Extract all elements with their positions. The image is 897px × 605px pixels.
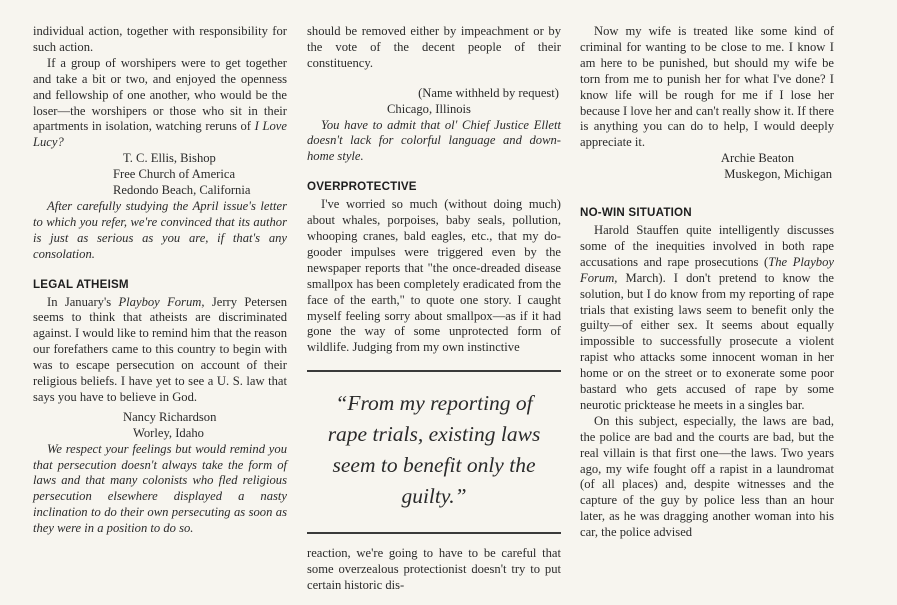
pull-quote-box — [307, 370, 561, 534]
paragraph: I've worried so much (without doing much) about whales, porpoises, baby seals, pollution, whooping cranes, bald eagles, etc., that my do-gooder impulses were triggered even by the newspaper reports that "the once-dreaded disease smallpox has been completely eradicated from the face of the earth," to quote one story. I caught myself feeling sorry about smallpox—as if it had gone the way of some unprotected form of wildlife. Judging from my own instinctive — [307, 197, 561, 355]
editor-reply: You have to admit that ol' Chief Justice Ellett doesn't lack for colorful language and down-home style. — [307, 117, 561, 164]
paragraph: individual action, together with responsibility for such action. — [33, 24, 287, 54]
signature-line: Worley, Idaho — [133, 425, 204, 440]
section-heading: NO-WIN SITUATION — [580, 206, 692, 220]
column-middle — [307, 24, 561, 594]
publication-title: Playboy Forum, — [118, 294, 205, 309]
signature-line: Nancy Richardson — [123, 409, 217, 424]
paragraph: Now my wife is treated like some kind of criminal for wanting to be close to me. I know I am here to be punished, but should my wife be torn from me to punish her for what I've done? I know life will be rough for me if I lose her because I love her and can't really show it. If there is anything you can do to help, I would deeply appreciate it. — [580, 24, 834, 150]
signature-line: T. C. Ellis, Bishop — [123, 151, 216, 166]
publication-title: The Playboy Forum, — [580, 254, 834, 285]
paragraph — [33, 56, 287, 151]
show-title: I Love Lucy? — [33, 119, 287, 150]
section-heading: OVERPROTECTIVE — [307, 180, 417, 194]
section-heading: LEGAL ATHEISM — [33, 277, 129, 291]
signature-line: Redondo Beach, California — [113, 183, 251, 198]
paragraph: reaction, we're going to have to be careful that some overzealous protectionist doesn't try to put certain historic dis- — [307, 546, 561, 593]
column-left — [33, 24, 287, 537]
paragraph — [33, 295, 287, 406]
paragraph: On this subject, especially, the laws are bad, the police are bad and the courts are bad, but the real villain is that first one—the laws. Two years ago, my wife fought off a rapist in a laundromat (of all places) and, despite witnesses and the capture of the guy by police less than an hour later, as he was dragging another woman into his car, the police advised — [580, 413, 834, 540]
signature-line: Muskegon, Michigan — [724, 167, 832, 182]
signature-line: Chicago, Illinois — [387, 101, 471, 116]
paragraph-text: If a group of worshipers were to get together and take a bit or two, and enjoyed the openness and fellowship of one another, who would be the loser—the worshipers or those who sit in their apartments in isolation, watching reruns of — [33, 55, 287, 134]
signature-line: Archie Beaton — [720, 151, 794, 166]
editor-reply: After carefully studying the April issue's letter to which you refer, we're convinced that its author is just as serious as you are, if that's any consolation. — [33, 198, 287, 261]
signature-line: Free Church of America — [113, 167, 236, 182]
column-right — [580, 24, 834, 541]
editor-reply: We respect your feelings but would remind you that persecution doesn't always take the form of laws and that many colonists who fled religious persecution elsewhere displayed a nasty inclination to do their own persecuting as soon as they were in a position to do so. — [33, 441, 287, 536]
paragraph — [580, 223, 834, 414]
pull-quote: “From my reporting of rape trials, existing laws seem to benefit only the guilty.” — [327, 391, 541, 509]
paragraph-text: Jerry Petersen seems to think that atheists are discriminated against. I would like to remind him that the reason our forefathers came to this country to begin with was to escape persecution on account of their religious beliefs. I have yet to see a U. S. law that says you have to believe in God. — [33, 294, 288, 404]
signature-line: (Name withheld by request) — [418, 85, 559, 100]
paragraph: should be removed either by impeachment or by the vote of the decent people of their constituency. — [307, 24, 561, 70]
paragraph-text: In January's — [47, 294, 119, 309]
paragraph-text: March). I don't pretend to know the solution, but I do know from my reporting of rape trials that existing laws seem to benefit only the guilty—of either sex. It seems about equally impossible to successfully prosecute a violent rapist who attacks some innocent woman in her home or on the street or to exonerate some poor bastard who gets accused of rape by some neurotic pricktease he meets in a singles bar. — [580, 270, 834, 412]
paragraph-text: Harold Stauffen quite intelligently discusses some of the inequities involved in both rape accusations and rape prosecutions ( — [580, 222, 834, 269]
